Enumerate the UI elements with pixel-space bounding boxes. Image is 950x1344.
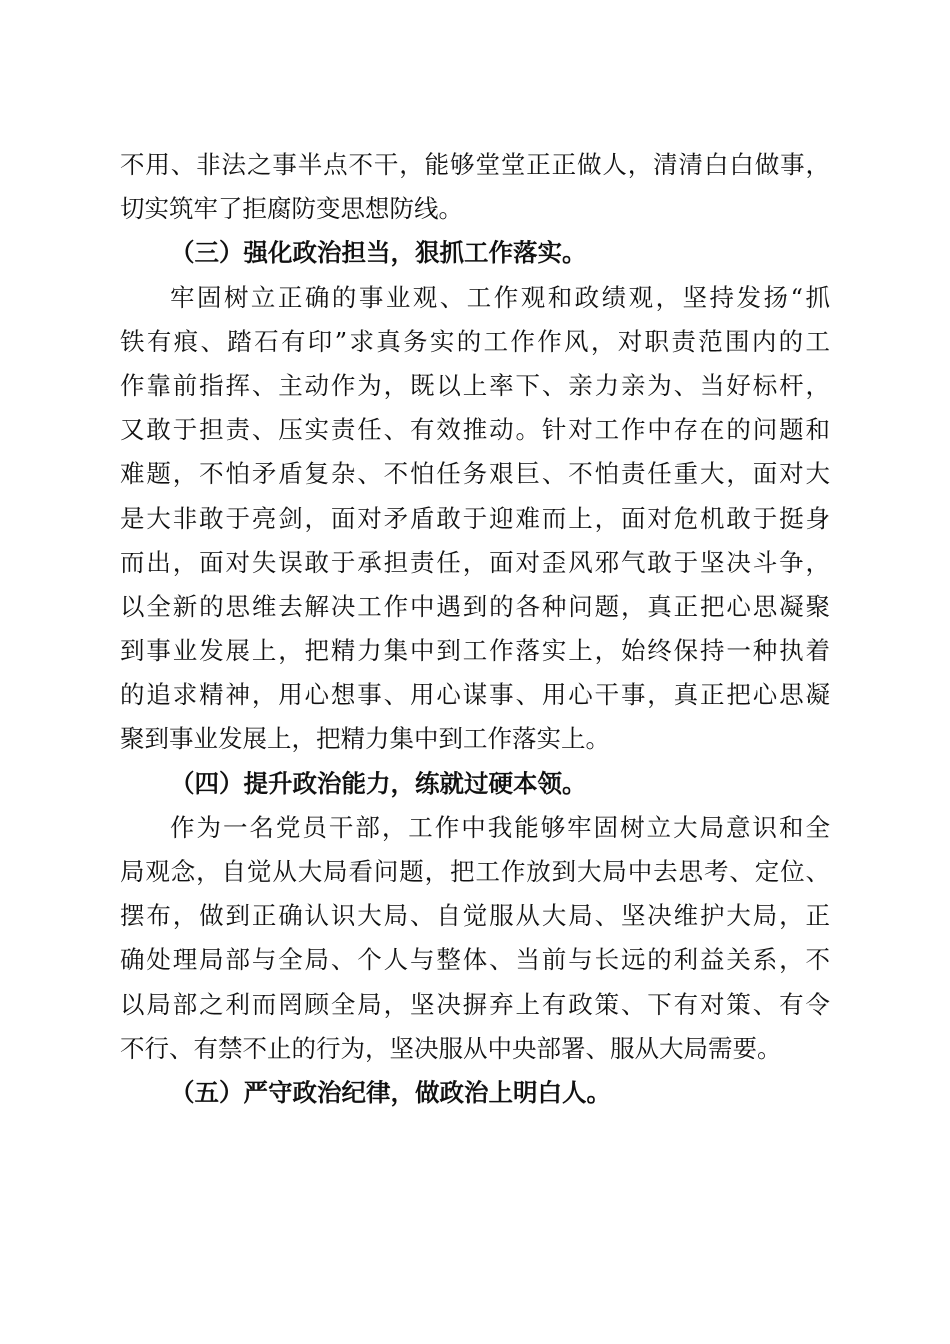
section-heading: （五）严守政治纪律，做政治上明白人。	[170, 1077, 611, 1107]
paragraph-line: 而出，面对失误敢于承担责任，面对歪风邪气敢于坚决斗争，	[120, 547, 830, 577]
paragraph-line: 难题，不怕矛盾复杂、不怕任务艰巨、不怕责任重大，面对大	[120, 459, 830, 489]
document-page	[120, 143, 830, 1115]
paragraph-line: 是大非敢于亮剑，面对矛盾敢于迎难而上，面对危机敢于挺身	[120, 503, 830, 533]
paragraph-line: 不用、非法之事半点不干，能够堂堂正正做人，清清白白做事，	[120, 150, 830, 179]
paragraph-line: 确处理局部与全局、个人与整体、当前与长远的利益关系，不	[120, 945, 830, 975]
paragraph-line: 牢固树立正确的事业观、工作观和政绩观，坚持发扬“抓	[170, 282, 830, 312]
paragraph-line: 局观念，自觉从大局看问题，把工作放到大局中去思考、定位、	[120, 857, 830, 886]
section-heading: （四）提升政治能力，练就过硬本领。	[170, 768, 587, 798]
paragraph-line: 以全新的思维去解决工作中遇到的各种问题，真正把心思凝聚	[120, 591, 830, 621]
paragraph-line: 作靠前指挥、主动作为，既以上率下、亲力亲为、当好标杆，	[120, 370, 830, 400]
paragraph-line: 作为一名党员干部，工作中我能够牢固树立大局意识和全	[170, 812, 830, 842]
paragraph-line: 聚到事业发展上，把精力集中到工作落实上。	[120, 724, 610, 754]
paragraph-line: 的追求精神，用心想事、用心谋事、用心干事，真正把心思凝	[120, 680, 830, 710]
paragraph-line: 又敢于担责、压实责任、有效推动。针对工作中存在的问题和	[120, 415, 830, 445]
paragraph-line: 铁有痕、踏石有印”求真务实的工作作风，对职责范围内的工	[120, 326, 830, 356]
paragraph-line: 到事业发展上，把精力集中到工作落实上，始终保持一种执着	[120, 636, 830, 666]
paragraph-line: 摆布，做到正确认识大局、自觉服从大局、坚决维护大局，正	[120, 901, 830, 931]
paragraph-line: 切实筑牢了拒腐防变思想防线。	[120, 194, 463, 224]
paragraph-line: 不行、有禁不止的行为，坚决服从中央部署、服从大局需要。	[120, 1033, 782, 1063]
section-heading: （三）强化政治担当，狠抓工作落实。	[170, 238, 587, 268]
paragraph-line: 以局部之利而罔顾全局，坚决摒弃上有政策、下有对策、有令	[120, 989, 830, 1019]
